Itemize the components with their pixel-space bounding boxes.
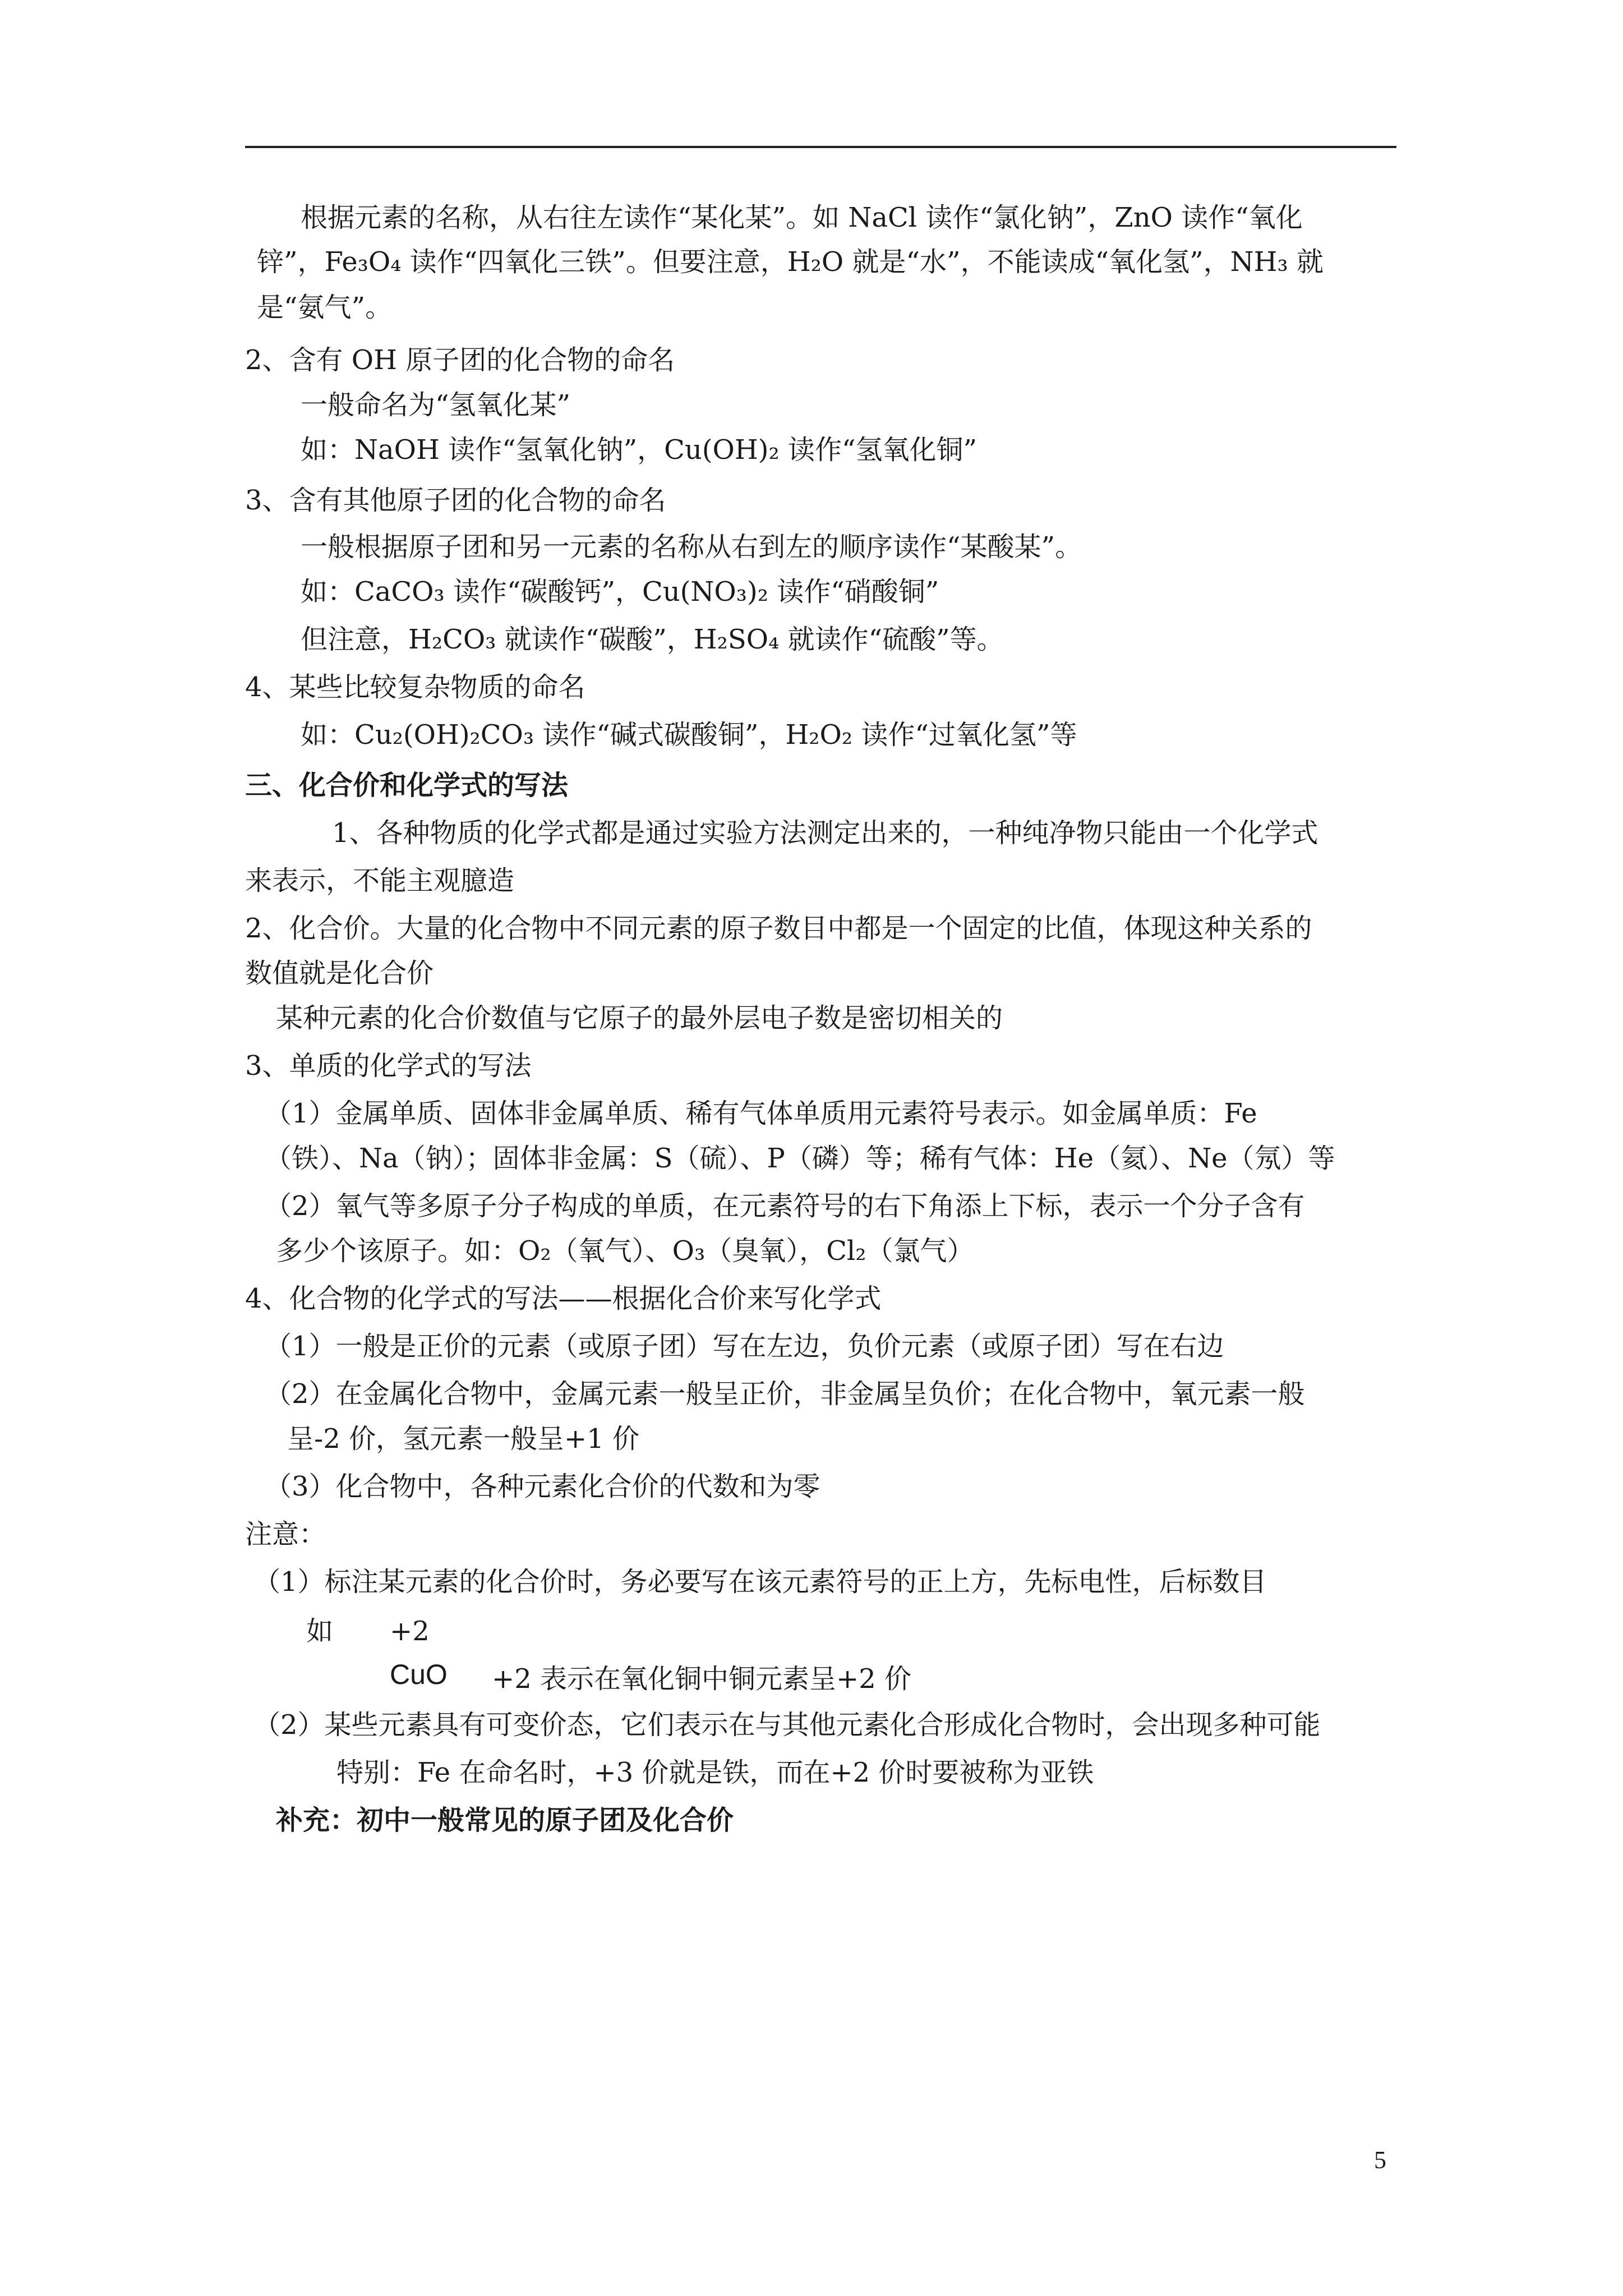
text-line: 锌”，Fe₃O₄ 读作“四氧化三铁”。但要注意，H₂O 就是“水”，不能读成“氧化氢”，NH₃ 就 (257, 246, 1324, 278)
text-line: （1）标注某元素的化合价时，务必要写在该元素符号的正上方，先标电性，后标数目 (253, 1566, 1267, 1598)
text-line: 一般根据原子团和另一元素的名称从右到左的顺序读作“某酸某”。 (301, 531, 1082, 563)
text-line: （铁）、Na（钠）；固体非金属：S（硫）、P（磷）等；稀有气体：He（氦）、Ne（氖）等 (265, 1143, 1335, 1174)
section-heading: 4、某些比较复杂物质的命名 (245, 671, 585, 703)
text-line: 多少个该原子。如：O₂（氧气）、O₃（臭氧），Cl₂（氯气） (276, 1235, 974, 1267)
text-line: 根据元素的名称，从右往左读作“某化某”。如 NaCl 读作“氯化钠”，ZnO 读作“氧化 (301, 202, 1303, 233)
text-line: （1）一般是正价的元素（或原子团）写在左边，负价元素（或原子团）写在右边 (265, 1331, 1224, 1362)
text-line: 一般命名为“氢氧化某” (301, 389, 571, 421)
text-line: 如：NaOH 读作“氢氧化钠”，Cu(OH)₂ 读作“氢氧化铜” (301, 434, 978, 466)
text-line: 但注意，H₂CO₃ 就读作“碳酸”，H₂SO₄ 就读作“硫酸”等。 (301, 624, 1004, 655)
section-heading: 2、含有 OH 原子团的化合物的命名 (245, 344, 675, 376)
text-line: 特别：Fe 在命名时，+3 价就是铁，而在+2 价时要被称为亚铁 (336, 1757, 1094, 1788)
example-label: 如 (306, 1616, 334, 1647)
text-line: +2 表示在氧化铜中铜元素呈+2 价 (492, 1663, 912, 1695)
page-number: 5 (1374, 2146, 1386, 2174)
text-line: 呈-2 价，氢元素一般呈+1 价 (287, 1423, 640, 1455)
header-rule (245, 146, 1396, 148)
text-line: （2）氧气等多原子分子构成的单质，在元素符号的右下角添上下标，表示一个分子含有 (265, 1190, 1305, 1222)
text-line: 数值就是化合价 (245, 958, 434, 989)
text-line: （1）金属单质、固体非金属单质、稀有气体单质用元素符号表示。如金属单质：Fe (265, 1098, 1257, 1129)
text-line: （2）某些元素具有可变价态，它们表示在与其他元素化合形成化合物时，会出现多种可能 (253, 1709, 1321, 1741)
text-line: 来表示，不能主观臆造 (245, 865, 515, 896)
chemical-formula: CuO (390, 1659, 448, 1690)
text-line: 2、化合价。大量的化合物中不同元素的原子数目中都是一个固定的比值，体现这种关系的 (245, 913, 1312, 944)
text-line: 如：Cu₂(OH)₂CO₃ 读作“碱式碳酸铜”，H₂O₂ 读作“过氧化氢”等 (301, 719, 1077, 751)
text-line: （3）化合物中，各种元素化合价的代数和为零 (265, 1471, 820, 1502)
note-heading: 注意： (245, 1519, 326, 1550)
chapter-heading: 三、化合价和化学式的写法 (245, 770, 569, 801)
valence-mark: +2 (390, 1616, 430, 1647)
text-line: 1、各种物质的化学式都是通过实验方法测定出来的，一种纯净物只能由一个化学式 (332, 817, 1318, 849)
supplement-line: 补充：初中一般常见的原子团及化合价 (276, 1805, 734, 1836)
text-line: 是“氨气”。 (257, 292, 393, 323)
text-line: （2）在金属化合物中，金属元素一般呈正价，非金属呈负价；在化合物中，氧元素一般 (265, 1378, 1305, 1410)
text-line: 某种元素的化合价数值与它原子的最外层电子数是密切相关的 (276, 1002, 1003, 1034)
section-heading: 3、单质的化学式的写法 (245, 1050, 532, 1082)
text-line: 如：CaCO₃ 读作“碳酸钙”，Cu(NO₃)₂ 读作“硝酸铜” (301, 576, 939, 608)
section-heading: 4、化合物的化学式的写法——根据化合价来写化学式 (245, 1283, 882, 1314)
section-heading: 3、含有其他原子团的化合物的命名 (245, 485, 666, 516)
